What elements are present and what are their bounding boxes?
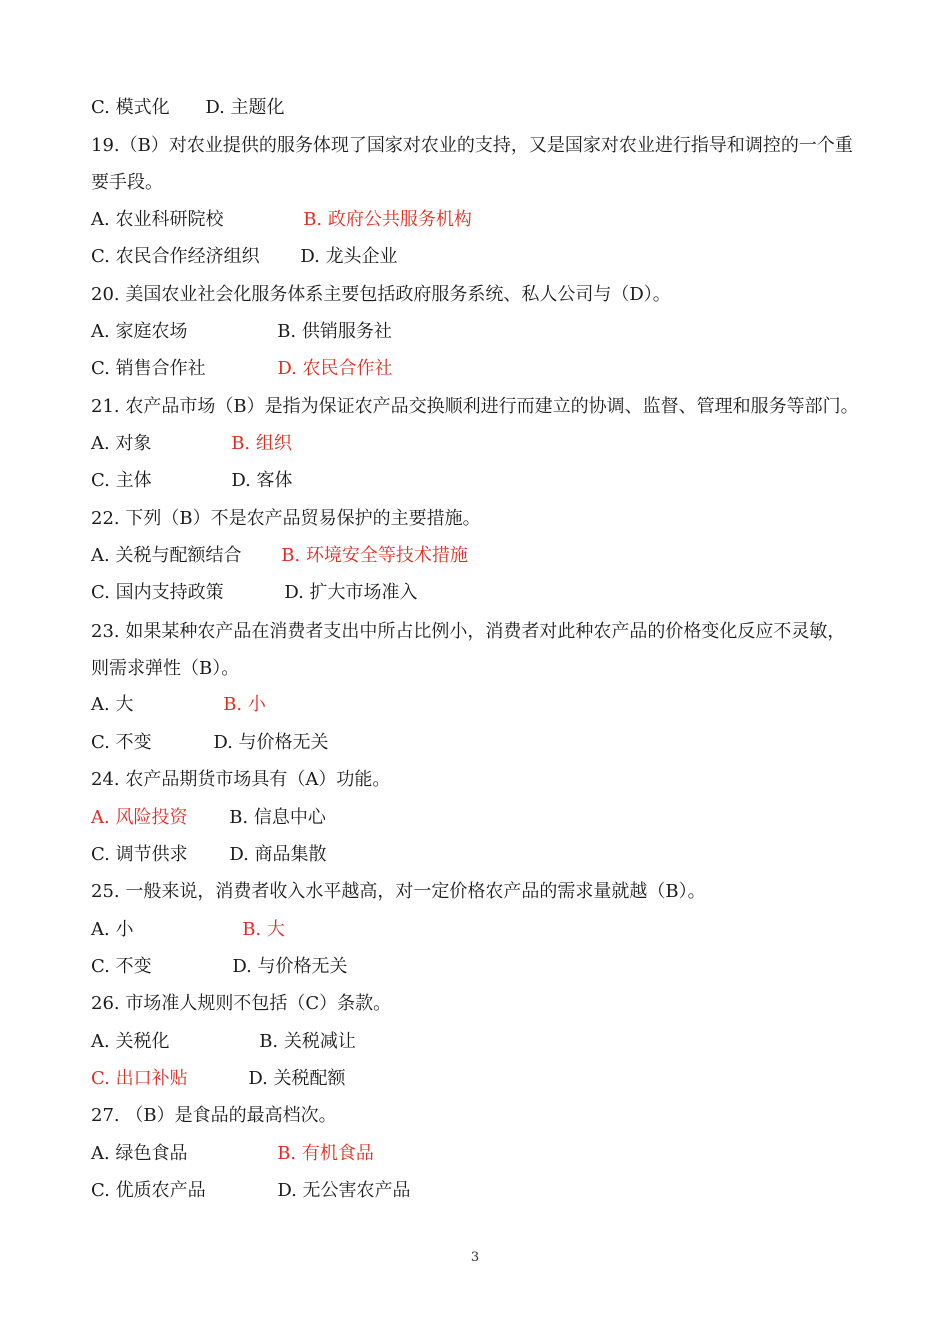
option-c: C. 优质农产品 (91, 1180, 206, 1201)
option-a: A. 绿色食品 (91, 1143, 188, 1164)
option-c: C. 农民合作经济组织 (91, 246, 260, 267)
q27-stem: 27. （B）是食品的最高档次。 (91, 1105, 337, 1126)
option-c: C. 模式化 (91, 97, 170, 118)
q25-stem: 25. 一般来说，消费者收入水平越高，对一定价格农产品的需求量就越（B）。 (91, 881, 706, 902)
option-d: D. 客体 (231, 470, 293, 491)
q24-options-cd (91, 843, 327, 867)
option-d-correct: D. 农民合作社 (277, 358, 393, 379)
option-a: A. 家庭农场 (91, 321, 188, 342)
q22-options-cd (91, 581, 418, 605)
q18-options-cd (91, 96, 285, 120)
q25-options-cd (91, 955, 348, 979)
page-number: 3 (470, 1250, 480, 1265)
q25-options-ab (91, 918, 285, 942)
option-c: C. 不变 (91, 732, 152, 753)
option-c: C. 不变 (91, 956, 152, 977)
q20-options-cd (91, 357, 393, 381)
option-d: D. 与价格无关 (213, 732, 329, 753)
option-b: B. 关税减让 (259, 1031, 356, 1052)
option-c: C. 主体 (91, 470, 152, 491)
option-b-correct: B. 组织 (231, 433, 292, 454)
option-d: D. 主题化 (205, 97, 285, 118)
option-a-correct: A. 风险投资 (91, 807, 188, 828)
option-d: D. 龙头企业 (300, 246, 398, 267)
option-d: D. 无公害农产品 (277, 1180, 411, 1201)
option-b-correct: B. 大 (242, 919, 285, 940)
q22-options-ab (91, 544, 468, 568)
q21-options-ab (91, 432, 292, 456)
option-b: B. 供销服务社 (277, 321, 392, 342)
q27-options-cd (91, 1179, 411, 1203)
q26-stem: 26. 市场准人规则不包括（C）条款。 (91, 993, 392, 1014)
q23-options-ab (91, 693, 266, 717)
q26-options-ab (91, 1030, 356, 1054)
option-a: A. 对象 (91, 433, 152, 454)
q21-options-cd (91, 469, 293, 493)
q19-options-ab (91, 208, 472, 232)
q24-stem: 24. 农产品期货市场具有（A）功能。 (91, 769, 391, 790)
q19-options-cd (91, 245, 398, 269)
q27-options-ab (91, 1142, 374, 1166)
option-b: B. 信息中心 (229, 807, 326, 828)
q24-options-ab (91, 806, 326, 830)
option-d: D. 商品集散 (229, 844, 327, 865)
option-d: D. 扩大市场准入 (284, 582, 418, 603)
option-b-correct: B. 有机食品 (277, 1143, 374, 1164)
option-b-correct: B. 小 (223, 694, 266, 715)
option-b-correct: B. 环境安全等技术措施 (281, 545, 468, 566)
option-c: C. 销售合作社 (91, 358, 206, 379)
q20-options-ab (91, 320, 392, 344)
option-c-correct: C. 出口补贴 (91, 1068, 188, 1089)
option-c: C. 国内支持政策 (91, 582, 224, 603)
q21-stem: 21. 农产品市场（B）是指为保证农产品交换顺利进行而建立的协调、监督、管理和服务等部门。 (91, 396, 859, 417)
option-a: A. 关税与配额结合 (91, 545, 242, 566)
q19-stem: 19.（B）对农业提供的服务体现了国家对农业的支持，又是国家对农业进行指导和调控的一个重要手段。 (91, 135, 853, 193)
q22-stem: 22. 下列（B）不是农产品贸易保护的主要措施。 (91, 508, 481, 529)
option-a: A. 大 (91, 694, 134, 715)
option-d: D. 与价格无关 (232, 956, 348, 977)
q23-stem: 23. 如果某种农产品在消费者支出中所占比例小，消费者对此种农产品的价格变化反应不灵敏，则需求弹性（B）。 (91, 621, 846, 679)
option-d: D. 关税配额 (248, 1068, 346, 1089)
option-a: A. 农业科研院校 (91, 209, 224, 230)
option-a: A. 小 (91, 919, 134, 940)
option-c: C. 调节供求 (91, 844, 188, 865)
q26-options-cd (91, 1067, 346, 1091)
option-b-correct: B. 政府公共服务机构 (303, 209, 472, 230)
q20-stem: 20. 美国农业社会化服务体系主要包括政府服务系统、私人公司与（D）。 (91, 284, 671, 305)
option-a: A. 关税化 (91, 1031, 170, 1052)
q23-options-cd (91, 731, 329, 755)
